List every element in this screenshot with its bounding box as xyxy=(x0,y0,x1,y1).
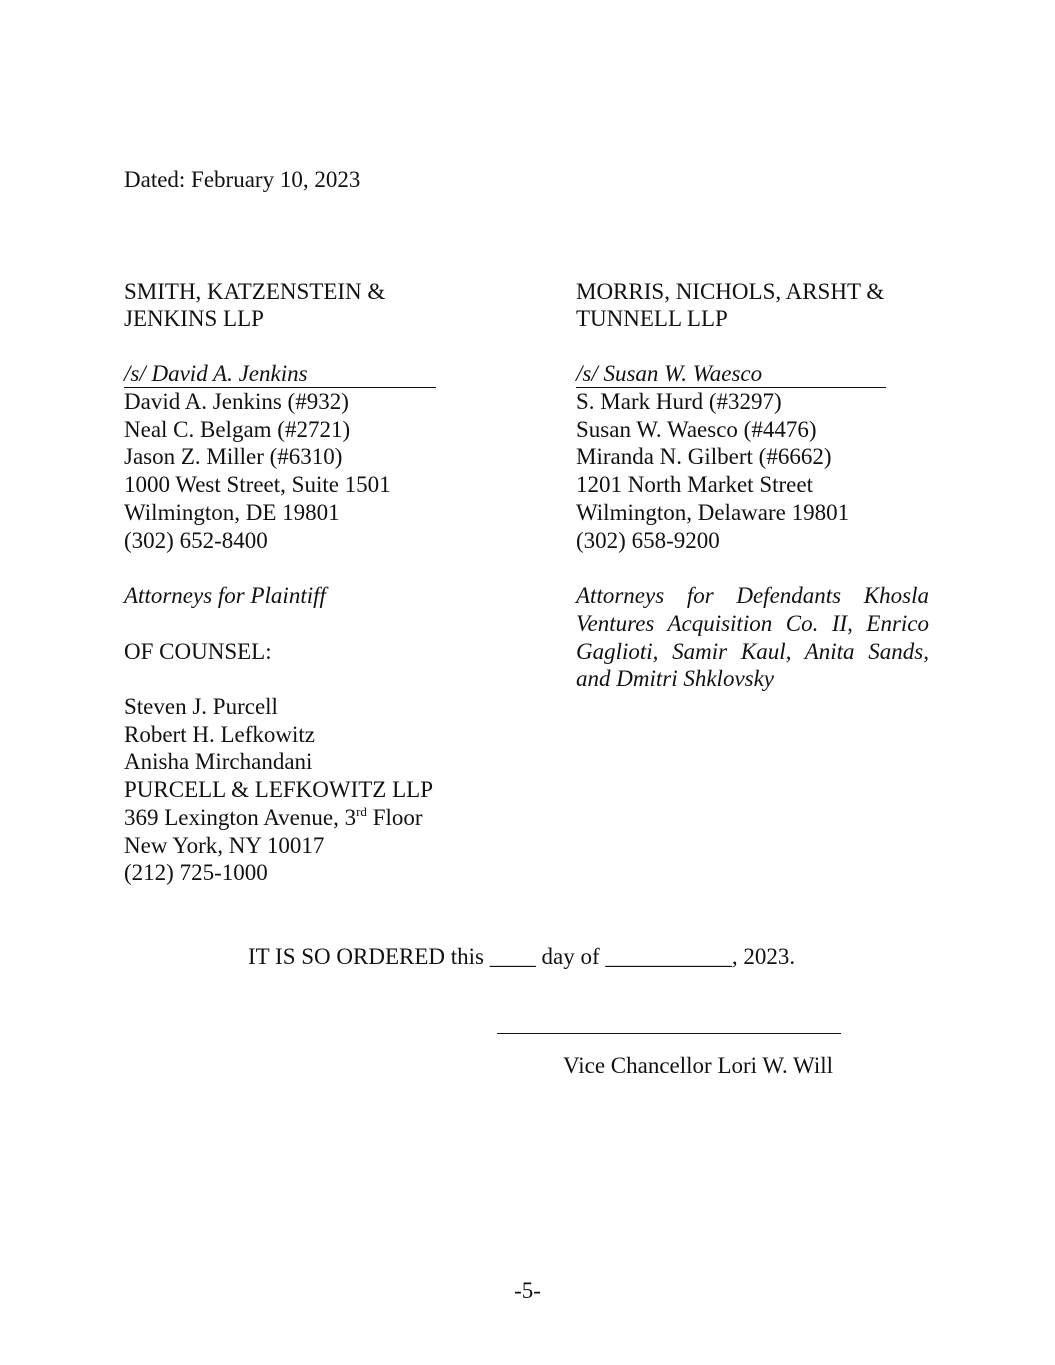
of-counsel-heading: OF COUNSEL: xyxy=(124,639,272,664)
right-firm-line-2: TUNNELL LLP xyxy=(576,306,728,331)
counsel-address-main: 369 Lexington Avenue, 3 xyxy=(124,805,357,830)
right-signature: /s/ Susan W. Waesco xyxy=(576,361,886,388)
left-attorney-2: Neal C. Belgam (#2721) xyxy=(124,417,351,442)
page-number: -5- xyxy=(514,1278,541,1303)
right-attorney-1: S. Mark Hurd (#3297) xyxy=(576,389,782,414)
counsel-address-sup: rd xyxy=(356,804,367,819)
right-attorney-3: Miranda N. Gilbert (#6662) xyxy=(576,444,832,469)
counsel-firm: PURCELL & LEFKOWITZ LLP xyxy=(124,777,433,802)
right-firm-line-1: MORRIS, NICHOLS, ARSHT & xyxy=(576,279,885,304)
right-street: 1201 North Market Street xyxy=(576,472,813,497)
counsel-2: Robert H. Lefkowitz xyxy=(124,722,315,747)
right-city: Wilmington, Delaware 19801 xyxy=(576,500,850,525)
order-line: IT IS SO ORDERED this ____ day of ___________, 2023. xyxy=(248,944,796,969)
right-phone: (302) 658-9200 xyxy=(576,528,720,553)
left-city: Wilmington, DE 19801 xyxy=(124,500,340,525)
counsel-address xyxy=(124,804,423,832)
left-phone: (302) 652-8400 xyxy=(124,528,268,553)
dated-line: Dated: February 10, 2023 xyxy=(124,167,361,192)
left-attorney-3: Jason Z. Miller (#6310) xyxy=(124,444,343,469)
left-firm-line-1: SMITH, KATZENSTEIN & xyxy=(124,279,386,304)
counsel-phone: (212) 725-1000 xyxy=(124,860,268,885)
counsel-3: Anisha Mirchandani xyxy=(124,749,313,774)
left-role: Attorneys for Plaintiff xyxy=(124,583,326,608)
counsel-city: New York, NY 10017 xyxy=(124,833,325,858)
right-role: Attorneys for Defendants Khosla Ventures Acquisition Co. II, Enrico Gaglioti, Samir Kaul, Anita Sands, and Dmitri Shklovsky xyxy=(576,583,929,692)
right-attorney-2: Susan W. Waesco (#4476) xyxy=(576,417,817,442)
judge-signature-line xyxy=(497,1033,841,1034)
left-firm-line-2: JENKINS LLP xyxy=(124,306,264,331)
counsel-address-floor: Floor xyxy=(366,805,423,830)
judge-name: Vice Chancellor Lori W. Will xyxy=(563,1053,834,1078)
left-signature: /s/ David A. Jenkins xyxy=(124,361,436,388)
left-street: 1000 West Street, Suite 1501 xyxy=(124,472,391,497)
counsel-1: Steven J. Purcell xyxy=(124,694,278,719)
left-attorney-1: David A. Jenkins (#932) xyxy=(124,389,349,414)
